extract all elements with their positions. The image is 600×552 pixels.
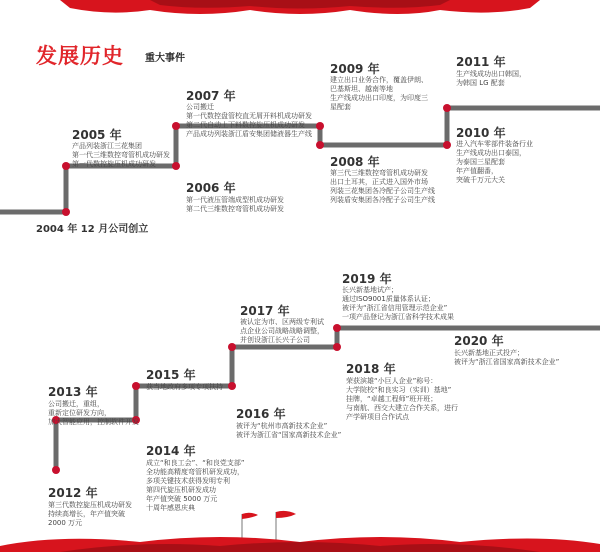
timeline-dot (172, 122, 180, 130)
timeline-dot (228, 343, 236, 351)
timeline-dot (333, 324, 341, 332)
timeline-dot (62, 162, 70, 170)
red-curtain-bottom-decoration (0, 532, 600, 552)
milestone-year: 2011 年 (456, 55, 506, 69)
milestone-desc: 长兴新基地正式投产； 被评为“浙江省国家高新技术企业” (454, 349, 560, 366)
timeline-dot (52, 466, 60, 474)
timeline-dot (172, 162, 180, 170)
milestone-year: 2006 年 (186, 181, 236, 195)
milestone-year: 2004 年 12 月公司创立 (36, 224, 149, 235)
timeline-dot (443, 104, 451, 112)
milestone-desc: 长兴新基地试产； 通过ISO9001质量体系认证； 被评为“浙江省信用管理示范企业” 一项产品登记为浙江省科学技术成果 (342, 286, 454, 321)
timeline-dot (132, 382, 140, 390)
page-title: 发展历史 (36, 44, 124, 68)
milestone-year: 2012 年 (48, 486, 98, 500)
milestone-year: 2020 年 (454, 334, 504, 348)
timeline-dot (443, 141, 451, 149)
milestone-desc: 成立“和良工会”、“和良党支部” 全功能高精度弯管机研发成功， 多项关键技术获得发明专利 第四代旋压机研发成功 年产值突破 5000 万元 十周年感恩庆典 (146, 459, 245, 512)
milestone-desc: 第三代三维数控弯管机成功研发 出口土耳其，正式进入国外市场 列装三花集团各冷配子公司生产线 列装盾安集团各冷配子公司生产线 (330, 169, 435, 204)
milestone-desc: 被评为“杭州市高新技术企业” 被评为浙江省“国家高新技术企业” (236, 422, 342, 439)
milestone-year: 2007 年 (186, 89, 236, 103)
milestone-desc: 第一代液压管端成型机成功研发 第二代三维数控弯管机成功研发 (186, 196, 284, 213)
milestone-year: 2017 年 (240, 304, 290, 318)
timeline-dot (333, 343, 341, 351)
milestone-year: 2018 年 (346, 362, 396, 376)
milestone-year: 2005 年 (72, 128, 122, 142)
milestone-year: 2016 年 (236, 407, 286, 421)
milestone-desc: 获当地政府多项专项扶持 (146, 383, 223, 391)
milestone-year: 2010 年 (456, 126, 506, 140)
timeline-dot (316, 122, 324, 130)
milestone-desc: 公司搬迁 第一代数控盘管校直无屑开料机成功研发 第二代自动上下料数控旋压机成功研发 产品成功列装浙江盾安集团储液器生产线 (186, 103, 312, 138)
timeline-dot (62, 208, 70, 216)
milestone-desc: 荣获滨雄“小巨人企业”称号： 大学院校“和良实习（实训）基地” 挂牌，“卓越工程师”班开班； 与南航、西交大建立合作关系，进行 产学研项目合作试点 (346, 377, 458, 421)
timeline-dot (316, 141, 324, 149)
milestone-desc: 产品列装浙江三花集团 第一代三维数控弯管机成功研发 第一代数控旋压机成功研发 (72, 142, 170, 168)
milestone-year: 2015 年 (146, 368, 196, 382)
milestone-year: 2014 年 (146, 444, 196, 458)
milestone-desc: 生产线成功出口韩国， 为韩国 LG 配套 (456, 70, 526, 87)
milestone-year: 2019 年 (342, 272, 392, 286)
milestone-year: 2013 年 (48, 385, 98, 399)
timeline-dot (228, 382, 236, 390)
milestone-year: 2008 年 (330, 155, 380, 169)
page-subtitle: 重大事件 (145, 53, 185, 64)
milestone-desc: 进入汽车零部件装备行业 生产线成功出口泰国， 为泰国三星配套 年产值翻番， 突破千万元大关 (456, 140, 533, 184)
milestone-desc: 公司搬迁，重组， 重新定位研发方向， 加大智能应用，控制软件开发 (48, 400, 139, 426)
milestone-desc: 被认定为市、区两级专利试 点企业公司战略战略调整， 并创设浙江长兴子公司 (240, 318, 324, 344)
milestone-year: 2009 年 (330, 62, 380, 76)
milestone-desc: 建立出口业务合作，覆盖伊朗、 巴基斯坦、越南等地 生产线成功出口印度，为印度三 星配套 (330, 76, 428, 111)
milestone-desc: 第三代数控旋压机成功研发 持续高增长，年产值突破 2000 万元 (48, 501, 132, 527)
